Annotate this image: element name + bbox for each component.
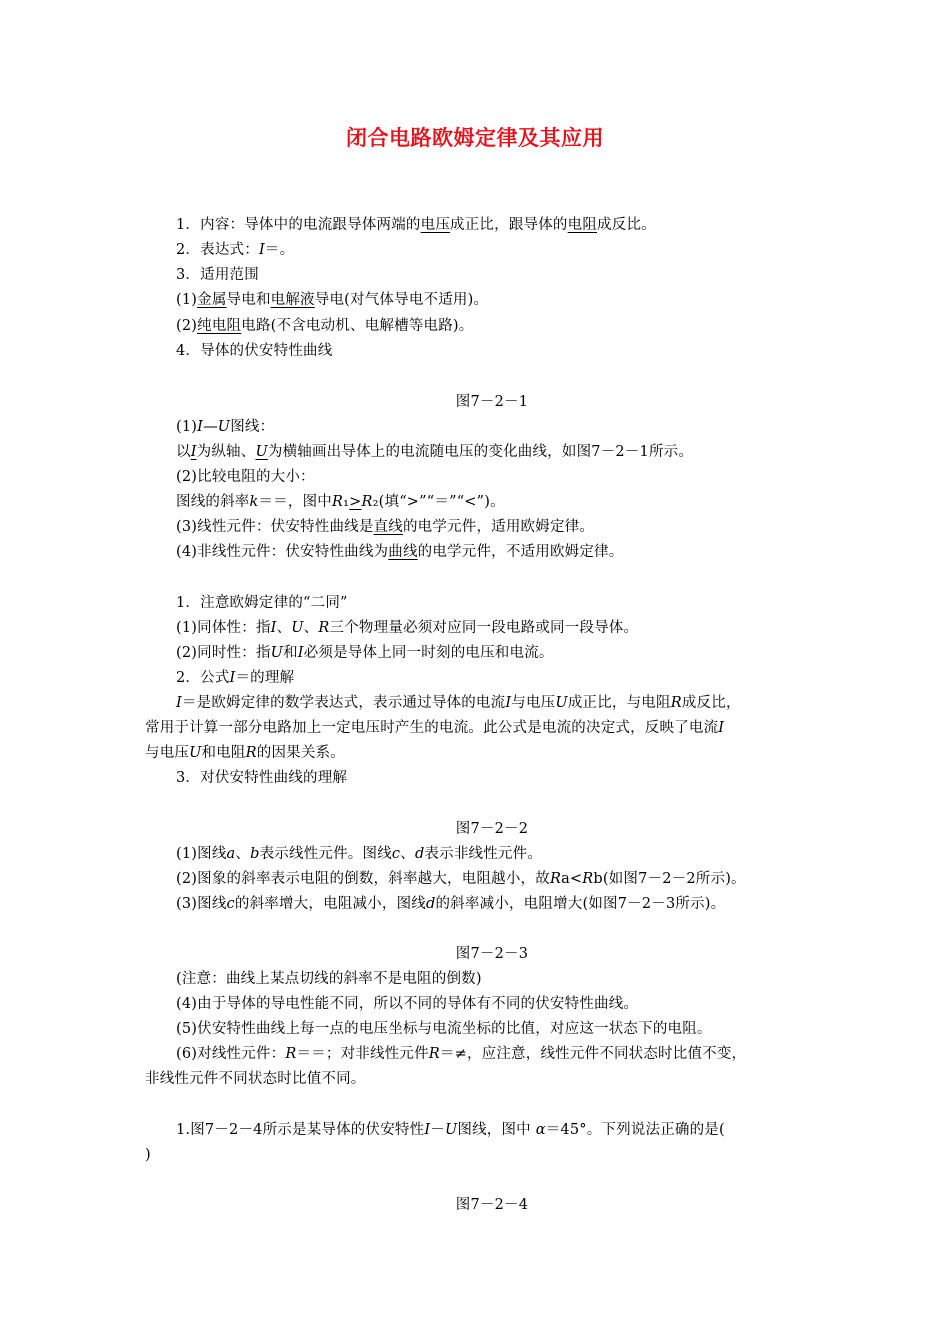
text-segment: ＝＝；对非线性元件 [296,1046,429,1062]
text-segment: 2．公式 [176,670,230,686]
figure-caption [0,1195,950,1215]
underlined-answer: > [349,494,362,510]
text-line [176,994,638,1014]
text-segment: 与电压 [145,745,190,761]
text-segment: (1)同体性：指 [176,620,271,636]
text-segment: 表示线性元件。图线 [259,846,392,862]
math-variable: U [270,645,284,661]
text-segment: 图7－2－2 [455,821,529,837]
math-variable: R [332,494,344,510]
math-variable: U [555,695,568,711]
math-variable: U [217,419,231,435]
math-variable: I [229,670,236,686]
text-segment: ＝＝，图中 [258,494,332,510]
text-segment: b(如图7－2－2所示)。 [593,871,746,887]
text-segment: 的因果关系。 [256,745,345,761]
text-segment: 图7－2－1 [455,394,529,410]
text-line [145,1145,151,1165]
math-variable: α [535,1122,546,1138]
text-line [176,1044,746,1064]
text-segment: 1．内容：导体中的电流跟导体两端的 [176,217,421,233]
math-variable: R [285,1046,297,1062]
text-line [176,215,656,235]
math-variable: U [189,745,202,761]
text-line [176,969,482,989]
math-variable: R [245,745,257,761]
text-line [176,894,725,914]
text-segment: 常用于计算一部分电路加上一定电压时产生的电流。此公式是电流的决定式，反映了电流 [145,720,719,736]
text-segment: 图线，图中 [457,1122,536,1138]
text-line [176,240,294,260]
text-segment: 与电压 [511,695,556,711]
text-segment: 三个物理量必须对应同一段电路或同一段导体。 [329,620,639,636]
math-variable: d [425,896,436,912]
text-segment: 必须是导体上同一时刻的电压和电流。 [303,645,554,661]
text-segment: ₂(填“>”“＝”“<”)。 [372,494,505,510]
text-segment: 以 [176,444,191,460]
text-segment: 4．导体的伏安特性曲线 [176,343,333,359]
text-line [176,341,332,361]
text-line [176,265,259,285]
text-segment: 、 [235,846,251,862]
text-segment: 为纵轴、 [196,444,256,460]
text-segment: 图线： [230,419,275,435]
text-segment: 非线性元件不同状态时比值不同。 [145,1071,366,1087]
math-variable: U [291,620,304,636]
math-variable: I [176,695,182,711]
text-line [176,467,315,487]
text-segment: (4)由于导体的导电性能不同，所以不同的导体有不同的伏安特性曲线。 [176,996,639,1012]
text-segment: 2．表达式： [176,242,259,258]
underlined-answer: 纯电阻 [197,318,242,334]
text-segment: (注意：曲线上某点切线的斜率不是电阻的倒数) [176,971,482,987]
underlined-answer: 电压 [420,217,451,233]
text-line [176,542,623,562]
text-segment: 成正比，跟导体的 [450,217,568,233]
text-segment: (1)图线 [176,846,227,862]
math-variable: k [249,494,259,510]
text-line [176,593,348,613]
text-line [176,844,542,864]
underlined-answer: I [190,444,197,460]
text-segment: 成反比， [681,695,741,711]
text-segment: 图7－2－4 [455,1197,529,1213]
text-line [176,1120,725,1140]
text-line [176,693,741,713]
text-segment: ＝的理解 [235,670,295,686]
text-segment: (4)非线性元件：伏安特性曲线为 [176,544,389,560]
text-segment: 3．适用范围 [176,267,259,283]
math-variable: U [444,1122,458,1138]
math-variable: R [318,620,330,636]
text-line [176,643,554,663]
text-segment: (3)图线 [176,896,227,912]
text-segment: 导电(对气体导电不适用)。 [314,292,489,308]
text-line [145,1069,366,1089]
text-segment: ₁ [343,494,350,510]
text-segment: 为横轴画出导体上的电流随电压的变化曲线，如图7－2－1所示。 [267,444,694,460]
text-line [176,316,473,336]
underlined-answer: 直线 [373,519,403,535]
text-line [176,768,347,788]
text-segment: 电路(不含电动机、电解槽等电路)。 [241,318,474,334]
text-segment: (1) [176,419,198,435]
text-segment: ＝≠，应注意，线性元件不同状态时比值不变， [439,1046,747,1062]
text-line [176,618,638,638]
math-variable: R [670,695,682,711]
text-segment: (2) [176,318,198,334]
text-segment: (2)同时性：指 [176,645,271,661]
text-segment: a< [561,871,583,887]
text-segment: 、 [276,620,292,636]
math-variable: I [197,419,204,435]
text-line [176,668,294,688]
figure-caption [0,944,950,964]
text-line [176,517,594,537]
text-segment: 3．对伏安特性曲线的理解 [176,770,348,786]
text-segment: ＝45°。下列说法正确的是( [545,1122,725,1138]
figure-caption [0,392,950,412]
text-segment: 、 [303,620,319,636]
text-segment: 的斜率减小，电阻增大(如图7－2－3所示)。 [435,896,726,912]
math-variable: I [424,1122,431,1138]
text-segment: 1．注意欧姆定律的“二同” [176,595,348,611]
text-segment: 的电学元件，适用欧姆定律。 [402,519,595,535]
text-segment: (5)伏安特性曲线上每一点的电压坐标与电流坐标的比值，对应这一状态下的电阻。 [176,1021,712,1037]
math-variable: I [270,620,277,636]
text-segment: 图7－2－3 [455,946,529,962]
text-segment: 表示非线性元件。 [424,846,543,862]
text-segment: (2)图象的斜率表示电阻的倒数，斜率越大，电阻越小，故 [176,871,550,887]
math-variable: a [226,846,236,862]
text-segment: 和电阻 [201,745,246,761]
text-segment: 成正比，与电阻 [567,695,671,711]
math-variable: R [582,871,594,887]
text-line [176,1019,712,1039]
text-segment: 、 [400,846,415,862]
underlined-answer: 曲线 [388,544,418,560]
math-variable: d [414,846,425,862]
text-segment: — [203,419,218,435]
text-segment: (3)线性元件：伏安特性曲线是 [176,519,374,535]
underlined-answer: 电阻 [567,217,598,233]
text-segment: 导电和 [226,292,271,308]
figure-caption [0,819,950,839]
text-segment: 1.图7－2－4所示是某导体的伏安特性 [176,1122,425,1138]
text-line [145,718,724,738]
text-segment: 和 [283,645,298,661]
math-variable: I [258,242,265,258]
underlined-answer: U [255,444,268,460]
text-line [145,743,345,763]
text-segment: － [430,1122,445,1138]
math-variable: R [361,494,373,510]
text-segment: (6)对线性元件： [176,1046,286,1062]
text-line [176,869,746,889]
math-variable: c [391,846,401,862]
text-segment: 图线的斜率 [176,494,250,510]
text-segment: ) [145,1147,151,1163]
underlined-answer: 金属 [197,292,227,308]
math-variable: I [505,695,512,711]
page-title: 闭合电路欧姆定律及其应用 [346,126,604,150]
text-line [176,290,488,310]
text-segment: (1) [176,292,198,308]
text-line [176,492,505,512]
text-line [176,417,274,437]
math-variable: I [297,645,304,661]
text-line [176,442,693,462]
text-segment: (2)比较电阻的大小： [176,469,315,485]
math-variable: R [428,1046,440,1062]
math-variable: c [226,896,235,912]
text-segment: 成反比。 [597,217,656,233]
math-variable: I [718,720,725,736]
text-segment: 的斜率增大，电阻减小，图线 [234,896,426,912]
text-segment: 的电学元件，不适用欧姆定律。 [417,544,624,560]
text-segment: ＝。 [264,242,295,258]
math-variable: R [549,871,562,887]
text-segment: ＝是欧姆定律的数学表达式，表示通过导体的电流 [181,695,506,711]
math-variable: b [250,846,260,862]
underlined-answer: 电解液 [270,292,315,308]
